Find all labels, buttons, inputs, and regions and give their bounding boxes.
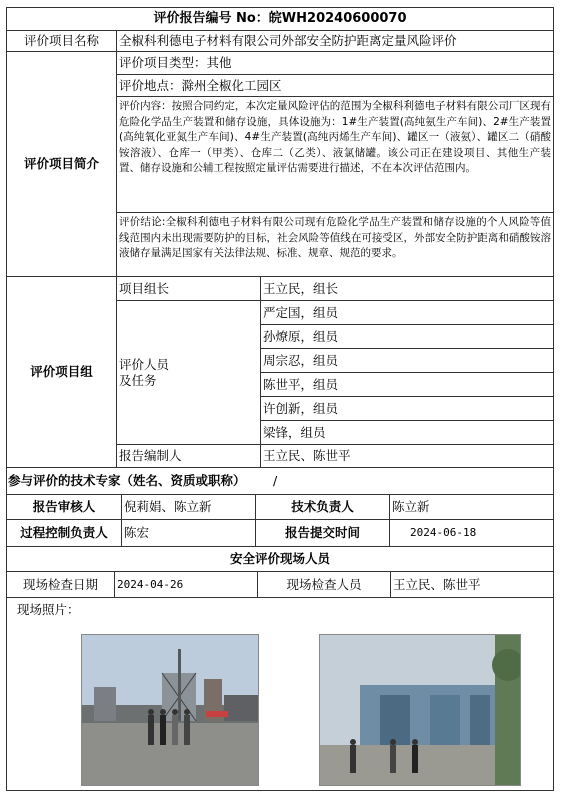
auditor-label: 报告审核人 <box>32 499 96 514</box>
site-date-value: 2024-04-26 <box>114 572 257 597</box>
team-label: 评价项目组 <box>30 364 93 379</box>
project-intro-label: 评价项目简介 <box>23 156 99 171</box>
process-lead-value: 陈宏 <box>121 520 255 546</box>
report-table <box>6 7 554 791</box>
site-title-row <box>7 547 553 572</box>
project-intro-body <box>116 52 553 276</box>
tech-lead-value: 陈立新 <box>389 495 553 519</box>
member-item: 陈世平，组员 <box>261 373 553 397</box>
site-people-value: 王立民、陈世平 <box>390 572 553 597</box>
leader-value: 王立民，组长 <box>261 277 553 301</box>
project-name-label: 评价项目名称 <box>23 33 99 48</box>
member-item: 周宗忍，组员 <box>261 349 553 373</box>
site-info-row <box>7 572 553 598</box>
report-number-row <box>7 8 553 31</box>
team-body <box>116 277 553 467</box>
project-intro-row <box>7 52 553 277</box>
submit-time-value: 2024-06-18 <box>389 520 553 546</box>
project-name-row <box>7 31 553 52</box>
process-lead-label: 过程控制负责人 <box>20 525 108 540</box>
site-photo-2 <box>319 634 521 786</box>
report-number: 评价报告编号 No：皖WH20240600070 <box>153 11 407 26</box>
leader-label: 项目组长 <box>117 277 260 301</box>
office-photo-image <box>320 635 520 785</box>
experts-label: 参与评价的技术专家（姓名、资质或职称） <box>8 473 246 488</box>
team-row <box>7 277 553 468</box>
site-photo-1 <box>81 634 259 786</box>
tech-lead-label: 技术负责人 <box>255 495 389 519</box>
member-item: 梁锋，组员 <box>261 421 553 445</box>
project-location: 评价地点：滁州全椒化工园区 <box>117 75 553 97</box>
team-values <box>260 277 553 467</box>
writer-value: 王立民、陈世平 <box>263 448 351 463</box>
member-item: 严定国，组员 <box>261 301 553 325</box>
member-item: 孙燎原，组员 <box>261 325 553 349</box>
site-photos-label: 现场照片： <box>17 602 80 617</box>
process-row <box>7 520 553 547</box>
auditor-value: 倪莉娟、陈立新 <box>121 495 255 519</box>
factory-photo-image <box>82 635 258 785</box>
submit-time-label: 报告提交时间 <box>255 520 389 546</box>
project-conclusion: 评价结论:全椒科利德电子材料有限公司现有危险化学品生产装置和储存设施的个人风险等值线范围内未出现需要防护的目标，社会风险等值线在可接受区，外部安全防护距离和硝酸铵溶液储存量满足国家有关法律法规、标准、规章、规范的要求。 <box>119 216 551 259</box>
audit-row <box>7 495 553 520</box>
site-section-title: 安全评价现场人员 <box>229 551 330 566</box>
members-label: 评价人员 及任务 <box>117 301 260 445</box>
project-content: 评价内容：按照合同约定，本次定量风险评估的范围为全椒科利德电子材料有限公司厂区现有危险化学品生产装置和储存设施，具体设施为：1#生产装置(高纯氨生产车间)、2#生产装置(高纯氧化亚氮生产车间)、4#生产装置(高纯丙烯生产车间)、罐区一（液氨）、罐区二（硝酸铵溶液）、仓库一（甲类）、仓库二（乙类）、液氯储罐。该公司正在建设项目、其他生产装置、储存设施和公辅工程按照定量评估需要进行描述，不在本次评估范围内。 <box>117 97 553 213</box>
writer-label: 报告编制人 <box>119 448 182 463</box>
member-item: 许创新，组员 <box>261 397 553 421</box>
project-type: 评价项目类型：其他 <box>117 52 553 75</box>
site-people-label: 现场检查人员 <box>257 572 390 597</box>
experts-value: / <box>273 473 278 488</box>
experts-row <box>7 468 553 495</box>
project-name-value: 全椒科利德电子材料有限公司外部安全防护距离定量风险评价 <box>116 31 553 51</box>
site-date-label: 现场检查日期 <box>22 576 98 592</box>
